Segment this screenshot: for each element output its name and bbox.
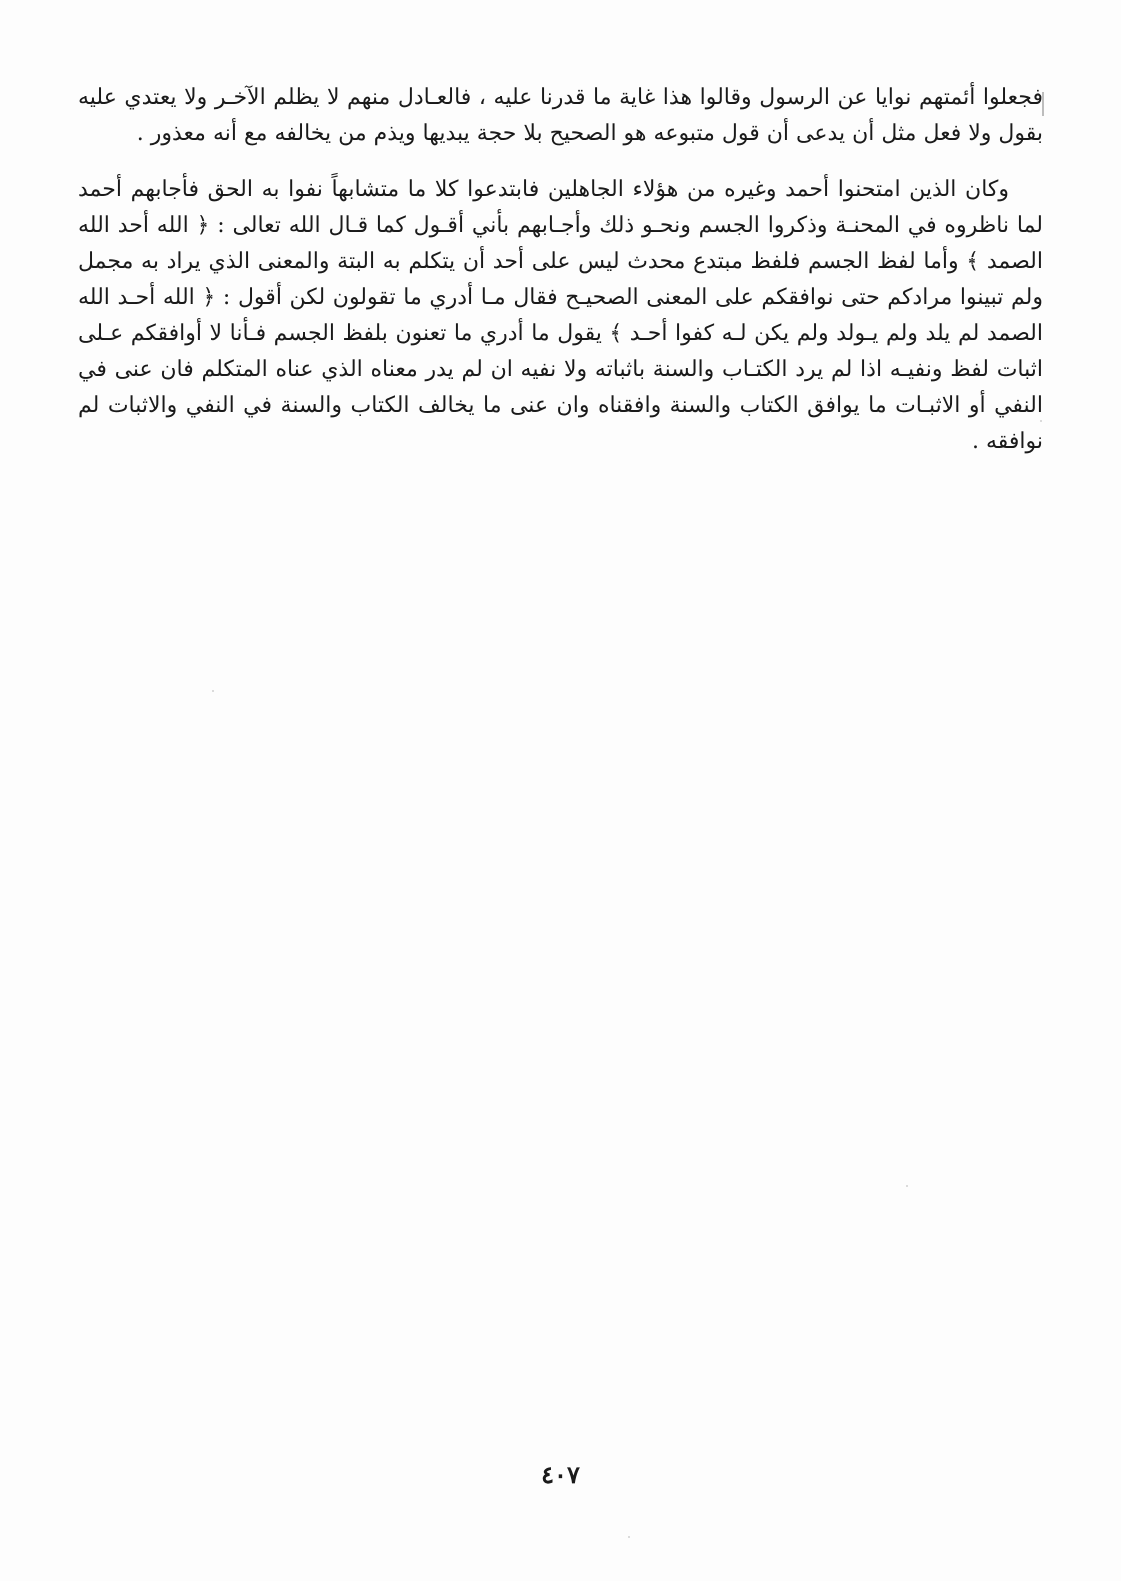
scan-speck	[628, 1536, 630, 1538]
body-text	[78, 80, 1043, 480]
page-number: ٤٠٧	[541, 1460, 580, 1489]
scan-speck	[212, 690, 214, 692]
paragraph-1: فجعلوا أئمتهم نوايا عن الرسول وقالوا هذا غاية ما قدرنا عليه ، فالعـادل منهم لا يظلم الآخـر ولا يعتدي عليه بقول ولا فعل مثل أن يدعى أن قول متبوعه هو الصحيح بلا حجة يبديها ويذم من يخالفه مع أنه معذور .	[78, 85, 1043, 146]
scan-speck	[1040, 420, 1042, 422]
paragraph-2: وكان الذين امتحنوا أحمد وغيره من هؤلاء الجاهلين فابتدعوا كلا ما متشابهاً نفوا به الحق فأجابهم أحمد لما ناظروه في المحنـة وذكروا الجسم ونحـو ذلك وأجـابهم بأني أقـول كما قـال الله تعالى : ﴿ الله أحد الله الصمد ﴾ وأما لفظ الجسم فلفظ مبتدع محدث ليس على أحد أن يتكلم به البتة والمعنى الذي يراد به مجمل ولم تبينوا مرادكم حتى نوافقكم على المعنى الصحيـح فقال مـا أدري ما تقولون لكن أقول : ﴿ الله أحـد الله الصمد لم يلد ولم يـولد ولم يكن لـه كفوا أحـد ﴾ يقول ما أدري ما تعنون بلفظ الجسم فـأنا لا أوافقكم عـلى اثبات لفظ ونفيـه اذا لم يرد الكتـاب والسنة باثباته ولا نفيه ان لم يدر معناه الذي عناه المتكلم فان عنى في النفي أو الاثبـات ما يوافق الكتاب والسنة وافقناه وان عنى ما يخالف الكتاب والسنة في النفي والاثبات لم نوافقه .	[78, 177, 1043, 454]
scan-speck	[906, 1185, 908, 1187]
